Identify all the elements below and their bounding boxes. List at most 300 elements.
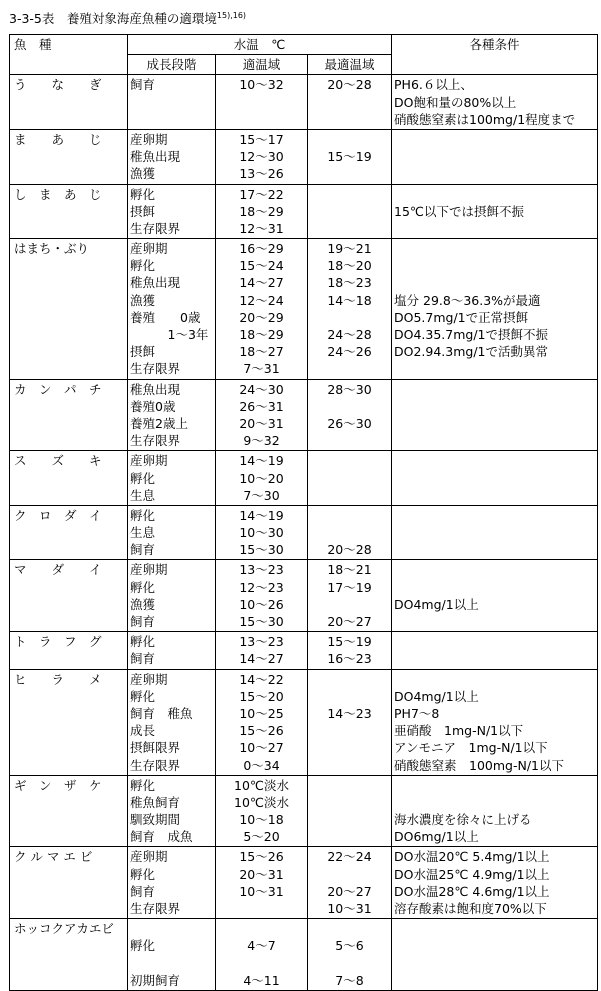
stage-cell-line: 稚魚出現 bbox=[130, 275, 181, 291]
conditions-cell-line: 海水濃度を徐々に上げる bbox=[394, 812, 532, 828]
stage-cell bbox=[128, 775, 216, 847]
environment-table bbox=[9, 34, 598, 991]
stage-cell-line: 産卵期 bbox=[130, 131, 168, 147]
suitable-temp-cell-line bbox=[218, 111, 305, 128]
conditions-cell-line: DO水温20℃ 5.4mg/1以上 bbox=[394, 849, 550, 865]
conditions-cell-line bbox=[394, 972, 595, 989]
stage-cell-line: 産卵期 bbox=[130, 849, 168, 865]
suitable-temp-cell-line: 14～22 bbox=[239, 671, 284, 687]
suitable-temp-cell bbox=[216, 919, 308, 991]
stage-cell-line: 飼育 稚魚 bbox=[130, 705, 193, 721]
fish-name-cell bbox=[10, 847, 128, 919]
conditions-cell-line: アンモニア 1mg-N/1以下 bbox=[394, 740, 548, 756]
optimal-temp-cell-line bbox=[310, 722, 389, 739]
stage-cell bbox=[128, 847, 216, 919]
optimal-temp-cell bbox=[308, 775, 392, 847]
suitable-temp-cell-line: 20～31 bbox=[239, 415, 284, 431]
suitable-temp-cell bbox=[216, 669, 308, 775]
stage-header: 成長段階 bbox=[128, 55, 216, 75]
optimal-temp-cell-line bbox=[310, 203, 389, 220]
optimal-temp-cell-line bbox=[310, 757, 389, 774]
stage-cell bbox=[128, 239, 216, 380]
suitable-temp-cell-line: 14～19 bbox=[239, 507, 284, 523]
suitable-temp-cell bbox=[216, 505, 308, 560]
optimal-temp-cell-line bbox=[310, 309, 389, 326]
conditions-cell-line bbox=[394, 541, 595, 558]
optimal-temp-header: 最適温域 bbox=[308, 55, 392, 75]
conditions-cell-line bbox=[394, 257, 595, 274]
conditions-cell-line bbox=[394, 794, 595, 811]
suitable-temp-cell-line: 10～32 bbox=[239, 77, 284, 93]
fish-name-cell bbox=[10, 75, 128, 130]
conditions-cell-line: DO5.7mg/1で正常摂餌 bbox=[394, 309, 529, 325]
conditions-cell-line bbox=[394, 579, 595, 596]
optimal-temp-cell-line bbox=[310, 470, 389, 487]
table-body bbox=[10, 35, 598, 991]
suitable-temp-cell bbox=[216, 451, 308, 506]
conditions-cell-line bbox=[394, 470, 595, 487]
conditions-cell-line: DO4mg/1以上 bbox=[394, 688, 479, 704]
stage-cell-line: 孵化 bbox=[130, 866, 156, 882]
fish-column-header: 魚 種 bbox=[10, 35, 128, 75]
suitable-temp-cell-line: 12～23 bbox=[239, 579, 284, 595]
optimal-temp-cell-line bbox=[310, 165, 389, 182]
stage-cell-line: 飼育 成魚 bbox=[130, 829, 193, 845]
conditions-cell-line bbox=[394, 432, 595, 449]
suitable-temp-cell bbox=[216, 560, 308, 632]
stage-cell-line: 孵化 bbox=[130, 938, 156, 954]
optimal-temp-cell-line: 19～21 bbox=[327, 241, 372, 257]
stage-cell-line: 稚魚出現 bbox=[130, 149, 181, 165]
conditions-cell-line: DO水温25℃ 4.9mg/1以上 bbox=[394, 866, 550, 882]
water-temp-header: 水温 ℃ bbox=[128, 35, 392, 55]
stage-cell-line: 生息 bbox=[130, 525, 156, 541]
stage-cell-line: 生存限界 bbox=[130, 220, 181, 236]
caption-text: 3-3-5表 養殖対象海産魚種の適環境 bbox=[9, 11, 217, 26]
fish-name: ク ロ ダ イ bbox=[14, 507, 102, 523]
suitable-temp-header: 適温域 bbox=[216, 55, 308, 75]
table-row bbox=[10, 75, 598, 130]
fish-name: し ま あ じ bbox=[14, 186, 102, 202]
optimal-temp-cell-line bbox=[310, 360, 389, 377]
fish-name: ま あ じ bbox=[14, 131, 102, 147]
fish-name: ギ ン ザ ケ bbox=[14, 777, 102, 793]
suitable-temp-cell bbox=[216, 184, 308, 239]
conditions-header: 各種条件 bbox=[392, 35, 598, 75]
table-row bbox=[10, 184, 598, 239]
suitable-temp-cell bbox=[216, 75, 308, 130]
stage-cell bbox=[128, 632, 216, 669]
optimal-temp-cell bbox=[308, 847, 392, 919]
fish-name: ト ラ フ グ bbox=[14, 634, 102, 650]
stage-cell-line: 孵化 bbox=[130, 470, 156, 486]
suitable-temp-cell-line: 7～31 bbox=[243, 361, 280, 377]
suitable-temp-cell-line: 14～27 bbox=[239, 651, 284, 667]
fish-name-cell bbox=[10, 560, 128, 632]
optimal-temp-cell-line: 20～27 bbox=[327, 883, 372, 899]
stage-cell-line: 産卵期 bbox=[130, 241, 168, 257]
stage-cell-line: 馴致期間 bbox=[130, 812, 181, 828]
fish-name: マ ダ イ bbox=[14, 562, 102, 578]
conditions-cell-line bbox=[394, 131, 595, 148]
table-row bbox=[10, 560, 598, 632]
optimal-temp-cell-line: 24～28 bbox=[327, 327, 372, 343]
suitable-temp-cell-line: 17～22 bbox=[239, 186, 284, 202]
conditions-cell-line bbox=[394, 937, 595, 954]
stage-cell bbox=[128, 129, 216, 184]
suitable-temp-cell-line: 9～32 bbox=[243, 433, 280, 449]
suitable-temp-cell-line: 18～27 bbox=[239, 344, 284, 360]
suitable-temp-cell-line: 10～31 bbox=[239, 883, 284, 899]
suitable-temp-cell-line: 13～26 bbox=[239, 166, 284, 182]
suitable-temp-cell-line: 10～25 bbox=[239, 705, 284, 721]
suitable-temp-cell-line: 10～20 bbox=[239, 470, 284, 486]
fish-name-cell bbox=[10, 129, 128, 184]
optimal-temp-cell bbox=[308, 669, 392, 775]
fish-name-cell bbox=[10, 239, 128, 380]
suitable-temp-cell-line: 16～29 bbox=[239, 241, 284, 257]
suitable-temp-cell-line: 20～31 bbox=[239, 866, 284, 882]
stage-cell-line: 養殖0歳 bbox=[130, 398, 176, 414]
conditions-cell-line bbox=[394, 452, 595, 469]
suitable-temp-cell-line: 24～30 bbox=[239, 381, 284, 397]
stage-cell-line: 生存限界 bbox=[130, 433, 181, 449]
conditions-cell bbox=[392, 239, 598, 380]
suitable-temp-cell-line: 15～26 bbox=[239, 723, 284, 739]
optimal-temp-cell-line: 24～26 bbox=[327, 344, 372, 360]
suitable-temp-cell-line: 15～30 bbox=[239, 614, 284, 630]
optimal-temp-cell-line bbox=[310, 94, 389, 111]
stage-cell-line: 孵化 bbox=[130, 507, 156, 523]
stage-cell-line: 養殖2歳上 bbox=[130, 415, 188, 431]
suitable-temp-cell-line: 10℃淡水 bbox=[234, 777, 289, 793]
conditions-cell bbox=[392, 75, 598, 130]
conditions-cell-line bbox=[394, 360, 595, 377]
conditions-cell-line bbox=[394, 415, 595, 432]
stage-cell bbox=[128, 669, 216, 775]
optimal-temp-cell-line: 28～30 bbox=[327, 381, 372, 397]
conditions-cell-line bbox=[394, 240, 595, 257]
stage-cell bbox=[128, 184, 216, 239]
conditions-cell-line: 塩分 29.8～36.3%が最適 bbox=[394, 292, 541, 308]
suitable-temp-cell-line: 13～23 bbox=[239, 634, 284, 650]
conditions-cell-line bbox=[394, 633, 595, 650]
stage-cell-line: 漁獲 bbox=[130, 596, 156, 612]
optimal-temp-cell-line: 14～18 bbox=[327, 292, 372, 308]
conditions-cell-line: 硝酸態窒素は100mg/1程度まで bbox=[394, 111, 576, 127]
optimal-temp-cell-line bbox=[310, 220, 389, 237]
optimal-temp-cell-line: 20～28 bbox=[327, 542, 372, 558]
conditions-cell-line: PH7～8 bbox=[394, 705, 440, 721]
optimal-temp-cell-line bbox=[310, 811, 389, 828]
table-row bbox=[10, 239, 598, 380]
table-caption bbox=[9, 9, 246, 27]
suitable-temp-cell-line bbox=[218, 900, 305, 917]
table-row bbox=[10, 632, 598, 669]
stage-cell-line: 孵化 bbox=[130, 579, 156, 595]
table-row bbox=[10, 847, 598, 919]
conditions-cell-line bbox=[394, 613, 595, 630]
table-row bbox=[10, 919, 598, 991]
suitable-temp-cell-line: 0～34 bbox=[243, 757, 280, 773]
fish-name-cell bbox=[10, 184, 128, 239]
fish-name: ク ル マ エ ビ bbox=[14, 849, 93, 865]
optimal-temp-cell bbox=[308, 379, 392, 451]
conditions-cell bbox=[392, 451, 598, 506]
conditions-cell-line: 亜硝酸 1mg-N/1以下 bbox=[394, 723, 524, 739]
conditions-cell-line: DO4mg/1以上 bbox=[394, 596, 479, 612]
stage-cell bbox=[128, 451, 216, 506]
optimal-temp-cell-line bbox=[310, 111, 389, 128]
suitable-temp-cell-line: 4～7 bbox=[247, 938, 276, 954]
conditions-cell-line bbox=[394, 920, 595, 937]
stage-cell-line: 生息 bbox=[130, 487, 156, 503]
optimal-temp-cell bbox=[308, 560, 392, 632]
conditions-cell-line: DO2.94.3mg/1で活動異常 bbox=[394, 344, 549, 360]
optimal-temp-cell bbox=[308, 505, 392, 560]
stage-cell-line: 飼育 bbox=[130, 77, 156, 93]
fish-name-cell bbox=[10, 775, 128, 847]
conditions-cell bbox=[392, 560, 598, 632]
optimal-temp-cell bbox=[308, 451, 392, 506]
conditions-cell-line bbox=[394, 561, 595, 578]
stage-cell-line: 生存限界 bbox=[130, 757, 181, 773]
conditions-cell-line: 硝酸態窒素 100mg-N/1以下 bbox=[394, 757, 565, 773]
conditions-cell-line bbox=[394, 186, 595, 203]
fish-name: カ ン パ チ bbox=[14, 381, 102, 397]
stage-cell-line: 摂餌限界 bbox=[130, 740, 181, 756]
optimal-temp-cell-line bbox=[310, 596, 389, 613]
suitable-temp-cell-line: 14～27 bbox=[239, 275, 284, 291]
conditions-cell bbox=[392, 379, 598, 451]
suitable-temp-cell-line: 18～29 bbox=[239, 327, 284, 343]
table-row bbox=[10, 451, 598, 506]
stage-cell-line bbox=[130, 955, 213, 972]
suitable-temp-cell bbox=[216, 847, 308, 919]
stage-cell-line: 孵化 bbox=[130, 777, 156, 793]
optimal-temp-cell-line: 22～24 bbox=[327, 849, 372, 865]
header-row-1 bbox=[10, 35, 598, 55]
stage-cell-line: 孵化 bbox=[130, 186, 156, 202]
optimal-temp-cell-line bbox=[310, 955, 389, 972]
stage-cell-line bbox=[130, 111, 213, 128]
conditions-cell-line: 溶存酸素は飽和度70%以下 bbox=[394, 901, 547, 917]
stage-cell-line: 養殖 0歳 bbox=[130, 309, 201, 325]
fish-name: う な ぎ bbox=[14, 77, 102, 93]
suitable-temp-cell bbox=[216, 129, 308, 184]
conditions-cell-line bbox=[394, 165, 595, 182]
optimal-temp-cell-line: 14～23 bbox=[327, 705, 372, 721]
conditions-cell-line: DO6mg/1以上 bbox=[394, 829, 479, 845]
conditions-cell-line: DO飽和量の80%以上 bbox=[394, 94, 517, 110]
suitable-temp-cell-line: 26～31 bbox=[239, 398, 284, 414]
conditions-cell-line bbox=[394, 398, 595, 415]
suitable-temp-cell-line: 7～30 bbox=[243, 487, 280, 503]
stage-cell-line: 摂餌 bbox=[130, 344, 156, 360]
conditions-cell bbox=[392, 775, 598, 847]
conditions-cell bbox=[392, 184, 598, 239]
optimal-temp-cell-line: 5～6 bbox=[335, 938, 364, 954]
stage-cell-line: 産卵期 bbox=[130, 562, 168, 578]
optimal-temp-cell-line bbox=[310, 131, 389, 148]
stage-cell-line: 生存限界 bbox=[130, 901, 181, 917]
optimal-temp-cell bbox=[308, 75, 392, 130]
optimal-temp-cell-line bbox=[310, 507, 389, 524]
suitable-temp-cell-line: 12～30 bbox=[239, 149, 284, 165]
stage-cell-line: 産卵期 bbox=[130, 453, 168, 469]
optimal-temp-cell bbox=[308, 184, 392, 239]
stage-cell-line: 産卵期 bbox=[130, 671, 168, 687]
stage-cell-line: 漁獲 bbox=[130, 292, 156, 308]
fish-name: はまち・ぶり bbox=[14, 241, 90, 257]
fish-name: ヒ ラ メ bbox=[14, 671, 102, 687]
conditions-cell bbox=[392, 505, 598, 560]
table-row bbox=[10, 505, 598, 560]
suitable-temp-cell-line: 10～18 bbox=[239, 812, 284, 828]
fish-name-cell bbox=[10, 451, 128, 506]
stage-cell-line: 生存限界 bbox=[130, 361, 181, 377]
stage-cell bbox=[128, 75, 216, 130]
stage-cell-line: 漁獲 bbox=[130, 166, 156, 182]
optimal-temp-cell-line bbox=[310, 828, 389, 845]
conditions-cell-line bbox=[394, 507, 595, 524]
optimal-temp-cell bbox=[308, 239, 392, 380]
suitable-temp-cell-line: 10～27 bbox=[239, 740, 284, 756]
caption-refs: 15),16) bbox=[216, 10, 247, 20]
conditions-cell-line: DO4.35.7mg/1で摂餌不振 bbox=[394, 327, 549, 343]
optimal-temp-cell-line bbox=[310, 452, 389, 469]
stage-cell-line: 孵化 bbox=[130, 258, 156, 274]
stage-cell bbox=[128, 919, 216, 991]
optimal-temp-cell-line bbox=[310, 688, 389, 705]
suitable-temp-cell-line: 20～29 bbox=[239, 309, 284, 325]
optimal-temp-cell-line: 15～19 bbox=[327, 149, 372, 165]
table-row bbox=[10, 669, 598, 775]
optimal-temp-cell-line bbox=[310, 866, 389, 883]
optimal-temp-cell-line bbox=[310, 920, 389, 937]
optimal-temp-cell-line: 10～31 bbox=[327, 901, 372, 917]
stage-cell bbox=[128, 560, 216, 632]
suitable-temp-cell-line: 4～11 bbox=[243, 972, 280, 988]
optimal-temp-cell bbox=[308, 919, 392, 991]
optimal-temp-cell-line: 18～20 bbox=[327, 258, 372, 274]
conditions-cell-line bbox=[394, 777, 595, 794]
conditions-cell-line bbox=[394, 955, 595, 972]
table-row bbox=[10, 775, 598, 847]
stage-cell-line bbox=[130, 94, 213, 111]
conditions-cell-line bbox=[394, 650, 595, 667]
stage-cell bbox=[128, 379, 216, 451]
stage-cell-line: 成長 bbox=[130, 723, 156, 739]
conditions-cell-line bbox=[394, 487, 595, 504]
optimal-temp-cell-line: 7～8 bbox=[335, 972, 364, 988]
optimal-temp-cell-line bbox=[310, 777, 389, 794]
optimal-temp-cell-line: 20～28 bbox=[327, 77, 372, 93]
optimal-temp-cell-line bbox=[310, 487, 389, 504]
optimal-temp-cell bbox=[308, 632, 392, 669]
fish-name: ホッコクアカエビ bbox=[14, 921, 114, 937]
conditions-cell-line bbox=[394, 524, 595, 541]
conditions-cell-line: 15℃以下では摂餌不振 bbox=[394, 203, 524, 219]
suitable-temp-cell-line: 12～31 bbox=[239, 220, 284, 236]
fish-name-cell bbox=[10, 379, 128, 451]
optimal-temp-cell-line bbox=[310, 671, 389, 688]
conditions-cell-line bbox=[394, 381, 595, 398]
fish-name: ス ズ キ bbox=[14, 453, 102, 469]
suitable-temp-cell bbox=[216, 239, 308, 380]
conditions-cell bbox=[392, 847, 598, 919]
stage-cell-line: 稚魚出現 bbox=[130, 381, 181, 397]
suitable-temp-cell-line: 14～19 bbox=[239, 453, 284, 469]
stage-cell bbox=[128, 505, 216, 560]
table-row bbox=[10, 379, 598, 451]
fish-name-cell bbox=[10, 919, 128, 991]
stage-cell-line: 飼育 bbox=[130, 651, 156, 667]
optimal-temp-cell bbox=[308, 129, 392, 184]
suitable-temp-cell-line: 10～30 bbox=[239, 525, 284, 541]
optimal-temp-cell-line: 15～19 bbox=[327, 634, 372, 650]
optimal-temp-cell-line bbox=[310, 524, 389, 541]
stage-cell-line: 稚魚飼育 bbox=[130, 794, 181, 810]
stage-cell-line bbox=[130, 920, 213, 937]
table-row bbox=[10, 129, 598, 184]
suitable-temp-cell-line bbox=[218, 955, 305, 972]
optimal-temp-cell-line: 18～21 bbox=[327, 562, 372, 578]
conditions-cell bbox=[392, 919, 598, 991]
optimal-temp-cell-line bbox=[310, 186, 389, 203]
fish-name-cell bbox=[10, 505, 128, 560]
stage-cell-line: 1～3年 bbox=[130, 327, 209, 343]
conditions-cell-line bbox=[394, 671, 595, 688]
optimal-temp-cell-line: 20～27 bbox=[327, 614, 372, 630]
suitable-temp-cell-line bbox=[218, 920, 305, 937]
conditions-cell-line bbox=[394, 148, 595, 165]
suitable-temp-cell bbox=[216, 632, 308, 669]
optimal-temp-cell-line: 17～19 bbox=[327, 579, 372, 595]
suitable-temp-cell-line: 10℃淡水 bbox=[234, 794, 289, 810]
stage-cell-line: 飼育 bbox=[130, 883, 156, 899]
suitable-temp-cell-line bbox=[218, 94, 305, 111]
optimal-temp-cell-line: 16～23 bbox=[327, 651, 372, 667]
conditions-cell-line: DO水温28℃ 4.6mg/1以上 bbox=[394, 883, 550, 899]
suitable-temp-cell bbox=[216, 775, 308, 847]
stage-cell-line: 孵化 bbox=[130, 688, 156, 704]
optimal-temp-cell-line bbox=[310, 739, 389, 756]
conditions-cell bbox=[392, 632, 598, 669]
optimal-temp-cell-line bbox=[310, 794, 389, 811]
optimal-temp-cell-line bbox=[310, 432, 389, 449]
conditions-cell-line bbox=[394, 220, 595, 237]
suitable-temp-cell-line: 12～24 bbox=[239, 292, 284, 308]
suitable-temp-cell-line: 5～20 bbox=[243, 829, 280, 845]
conditions-cell bbox=[392, 669, 598, 775]
conditions-cell bbox=[392, 129, 598, 184]
suitable-temp-cell-line: 18～29 bbox=[239, 203, 284, 219]
suitable-temp-cell bbox=[216, 379, 308, 451]
fish-name-cell bbox=[10, 669, 128, 775]
suitable-temp-cell-line: 15～17 bbox=[239, 131, 284, 147]
conditions-cell-line bbox=[394, 274, 595, 291]
stage-cell-line: 摂餌 bbox=[130, 203, 156, 219]
stage-cell-line: 初期飼育 bbox=[130, 972, 181, 988]
conditions-cell-line: PH6.６以上、 bbox=[394, 77, 473, 93]
suitable-temp-cell-line: 15～30 bbox=[239, 542, 284, 558]
suitable-temp-cell-line: 15～24 bbox=[239, 258, 284, 274]
stage-cell-line: 孵化 bbox=[130, 634, 156, 650]
suitable-temp-cell-line: 13～23 bbox=[239, 562, 284, 578]
suitable-temp-cell-line: 10～26 bbox=[239, 596, 284, 612]
stage-cell-line: 飼育 bbox=[130, 542, 156, 558]
